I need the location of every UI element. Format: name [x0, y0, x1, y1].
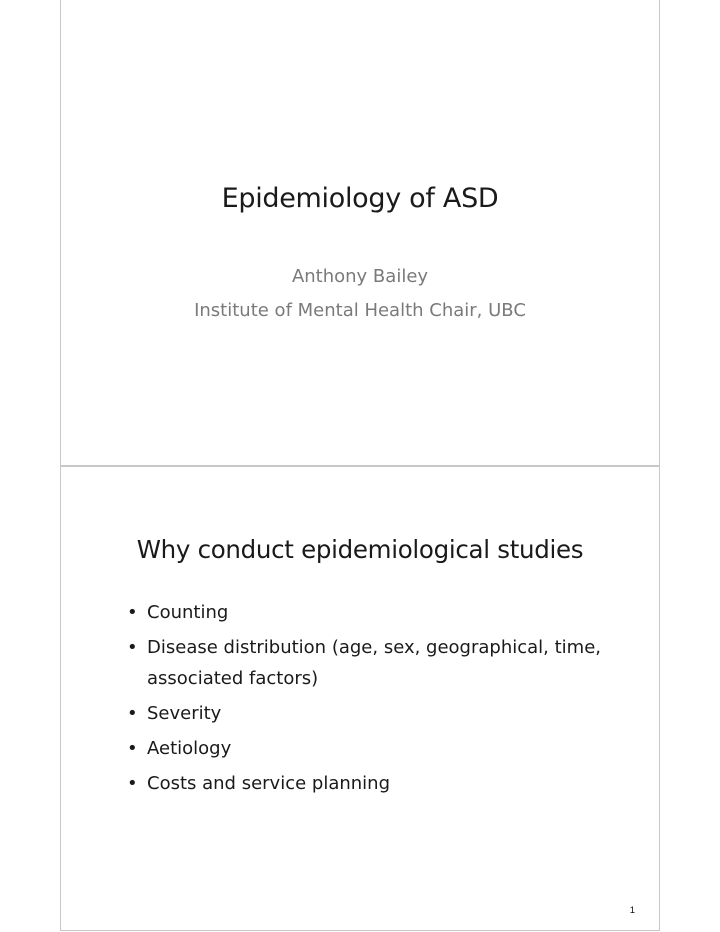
bullet-text: Severity [147, 703, 222, 724]
bullet-item [125, 733, 625, 764]
bullet-icon: • [127, 602, 138, 623]
bullet-item [125, 597, 625, 628]
slide-why-epidemiology [60, 466, 660, 931]
slide-title-heading: Epidemiology of ASD [221, 183, 499, 214]
author-affiliation: Institute of Mental Health Chair, UBC [194, 300, 526, 321]
bullet-icon: • [127, 773, 138, 794]
bullet-text: Aetiology [147, 738, 232, 759]
author-name: Anthony Bailey [291, 266, 429, 287]
page-number: 1 [629, 905, 635, 916]
bullet-item [125, 632, 625, 694]
bullet-icon: • [127, 637, 138, 658]
bullet-icon: • [127, 703, 138, 724]
bullet-list [125, 597, 625, 803]
bullet-icon: • [127, 738, 138, 759]
slide-heading: Why conduct epidemiological studies [136, 535, 584, 564]
bullet-text: Counting [147, 602, 229, 623]
bullet-text: Disease distribution (age, sex, geographical, time, associated factors) [147, 637, 602, 689]
bullet-text: Costs and service planning [147, 773, 391, 794]
slide-title [60, 0, 660, 466]
bullet-item [125, 768, 625, 799]
bullet-item [125, 698, 625, 729]
